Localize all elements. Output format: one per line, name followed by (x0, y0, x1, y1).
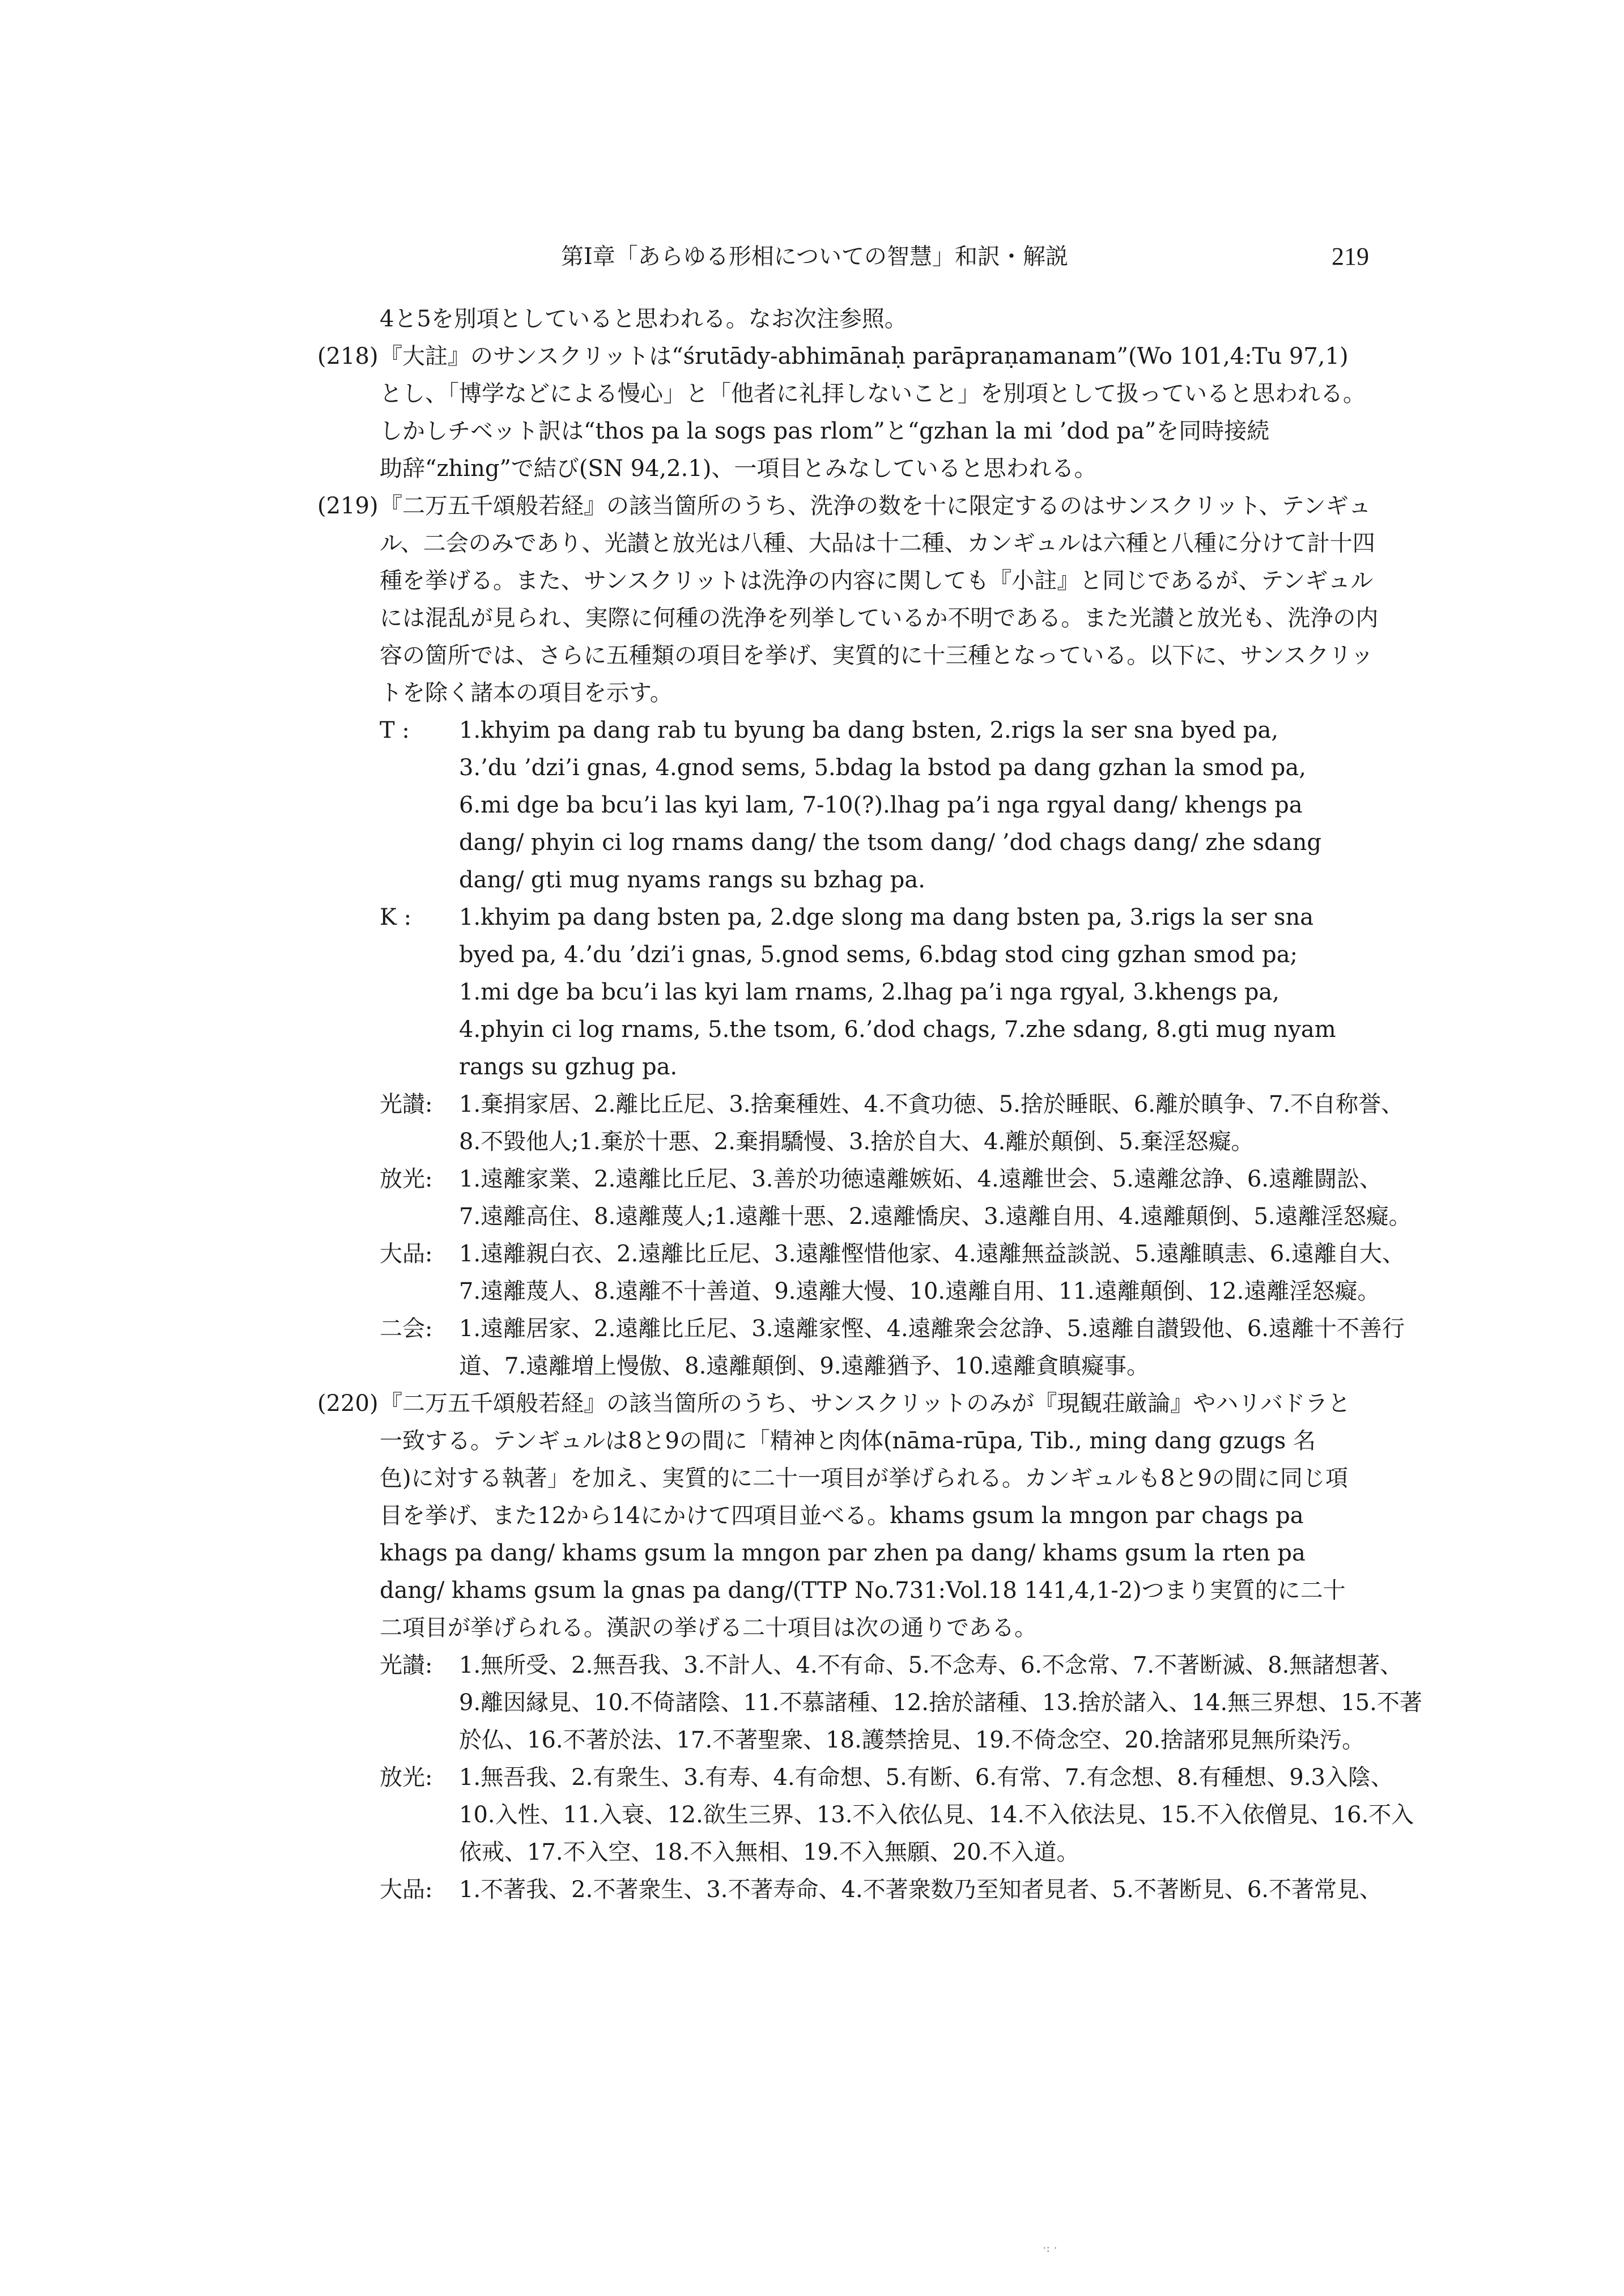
text-line: byed pa, 4.’du ’dzi’i gnas, 5.gnod sems, 6.bdag stod cing gzhan smod pa; (459, 942, 1298, 968)
list-item-K (317, 899, 1439, 936)
text-line: dang/ gti mug nyams rangs su bzhag pa. (459, 867, 925, 893)
text-line: には混乱が見られ、実際に何種の洗浄を列挙しているか不明である。また光讃と放光も、洗浄の内 (380, 605, 1379, 631)
note-219 (317, 487, 1439, 525)
list-item-daibon-2 (317, 1871, 1439, 1908)
list-label: 二会: (380, 1316, 433, 1342)
list-item-kosan-2 (317, 1647, 1439, 1684)
note-number: (219) (317, 493, 379, 519)
text-line: 4と5を別項としていると思われる。なお次注参照。 (380, 306, 907, 332)
text-line: ル、二会のみであり、光讃と放光は八種、大品は十二種、カンギュルは六種と八種に分けて計十四 (380, 530, 1375, 556)
text-line: 依戒、17.不入空、18.不入無相、19.不入無願、20.不入道。 (459, 1839, 1079, 1865)
text-line: 一致する。テンギュルは8と9の間に「精神と肉体(nāma-rūpa, Tib., ming dang gzugs 名 (380, 1428, 1316, 1454)
text-line: とし、「博学などによる慢心」と「他者に礼拝しないこと」を別項として扱っていると思われる。 (380, 381, 1366, 407)
list-label: K : (380, 904, 412, 930)
text-line: 二項目が挙げられる。漢訳の挙げる二十項目は次の通りである。 (380, 1615, 1037, 1641)
text-line: khags pa dang/ khams gsum la mngon par zhen pa dang/ khams gsum la rten pa (380, 1540, 1306, 1566)
list-label: 光讃: (380, 1091, 433, 1117)
text-line: 容の箇所では、さらに五種類の項目を挙げ、実質的に十三種となっている。以下に、サンスクリッ (380, 643, 1374, 669)
list-item-hoko-2 (317, 1759, 1439, 1796)
text-line: しかしチベット訳は“thos pa la sogs pas rlom”と“gzhan la mi ’dod pa”を同時接続 (380, 418, 1270, 444)
list-label: 光讃: (380, 1652, 433, 1678)
list-label: T : (380, 717, 410, 743)
text-line: 9.離因縁見、10.不倚諸陰、11.不慕諸種、12.捨於諸種、13.捨於諸入、14.無三界想、15.不著 (459, 1690, 1422, 1716)
text-line: 4.phyin ci log rnams, 5.the tsom, 6.’dod chags, 7.zhe sdang, 8.gti mug nyam (459, 1017, 1336, 1043)
text-line: 色)に対する執著」を加え、実質的に二十一項目が挙げられる。カンギュルも8と9の間に同じ項 (380, 1465, 1348, 1491)
text-line: 1.遠離居家、2.遠離比丘尼、3.遠離家慳、4.遠離衆会忿諍、5.遠離自讃毀他、6.遠離十不善行 (459, 1316, 1405, 1342)
text-line: rangs su gzhug pa. (459, 1054, 678, 1080)
text-line: 10.入性、11.入衰、12.欲生三界、13.不入依仏見、14.不入依法見、15.不入依僧見、16.不入 (459, 1802, 1414, 1828)
text-line: dang/ phyin ci log rnams dang/ the tsom dang/ ’dod chags dang/ zhe sdang (459, 830, 1321, 856)
text-line: 1.無吾我、2.有衆生、3.有寿、4.有命想、5.有断、6.有常、7.有念想、8.有種想、9.3入陰、 (459, 1764, 1393, 1791)
running-header (561, 237, 1400, 277)
note-number: (218) (317, 343, 379, 369)
text-line: 1.遠離親白衣、2.遠離比丘尼、3.遠離慳惜他家、4.遠離無益談説、5.遠離瞋恚、6.遠離自大、 (459, 1241, 1405, 1267)
chapter-title: 第Ⅰ章「あらゆる形相についての智慧」和訳・解説 (561, 244, 1069, 270)
scan-specks: ·: · (1043, 2241, 1057, 2255)
text-line: 道、7.遠離増上慢傲、8.遠離顛倒、9.遠離猶予、10.遠離貪瞋癡事。 (459, 1353, 1150, 1379)
text-line: トを除く諸本の項目を示す。 (380, 680, 673, 706)
text-line: 1.不著我、2.不著衆生、3.不著寿命、4.不著衆数乃至知者見者、5.不著断見、6.不著常見、 (459, 1877, 1382, 1903)
list-label: 大品: (380, 1241, 433, 1267)
text-line: 『二万五千頌般若経』の該当箇所のうち、サンスクリットのみが『現観荘厳論』やハリバドラと (380, 1391, 1351, 1417)
list-item-kosan (317, 1086, 1439, 1123)
text-line: 1.遠離家業、2.遠離比丘尼、3.善於功徳遠離嫉妬、4.遠離世会、5.遠離忿諍、6.遠離闘訟、 (459, 1166, 1382, 1192)
text-line: 6.mi dge ba bcu’i las kyi lam, 7-10(?).lhag pa’i nga rgyal dang/ khengs pa (459, 792, 1303, 818)
text-line: 1.棄捐家居、2.離比丘尼、3.捨棄種姓、4.不貪功徳、5.捨於睡眠、6.離於瞋争、7.不自称誉、 (459, 1091, 1404, 1117)
page-number: 219 (1332, 243, 1369, 270)
list-item-nie (317, 1310, 1439, 1347)
list-item-T (317, 712, 1439, 749)
list-item-daibon (317, 1235, 1439, 1273)
text-line: 於仏、16.不著於法、17.不著聖衆、18.護禁捨見、19.不倚念空、20.捨諸邪見無所染汚。 (459, 1727, 1365, 1753)
text-line: 1.khyim pa dang rab tu byung ba dang bsten, 2.rigs la ser sna byed pa, (459, 717, 1279, 743)
note-number: (220) (317, 1391, 379, 1417)
page-body (317, 300, 1439, 1908)
text-line: 目を挙げ、また12から14にかけて四項目並べる。khams gsum la mngon par chags pa (380, 1503, 1304, 1529)
note-220 (317, 1385, 1439, 1422)
text-line: 1.mi dge ba bcu’i las kyi lam rnams, 2.lhag pa’i nga rgyal, 3.khengs pa, (459, 979, 1279, 1005)
text-line: 8.不毀他人;1.棄於十悪、2.棄捐驕慢、3.捨於自大、4.離於顛倒、5.棄淫怒癡。 (459, 1129, 1254, 1155)
text-line: dang/ khams gsum la gnas pa dang/(TTP No.731:Vol.18 141,4,1-2)つまり実質的に二十 (380, 1578, 1346, 1604)
text-line: 『大註』のサンスクリットは“śrutādy-abhimānaḥ parāpraṇamanam”(Wo 101,4:Tu 97,1) (380, 343, 1349, 369)
list-label: 放光: (380, 1166, 433, 1192)
text-line: 1.無所受、2.無吾我、3.不計人、4.不有命、5.不念寿、6.不念常、7.不著断滅、8.無諸想著、 (459, 1652, 1403, 1678)
text-line: 助辞“zhing”で結び(SN 94,2.1)、一項目とみなしていると思われる。 (380, 456, 1097, 482)
text-line: 7.遠離蔑人、8.遠離不十善道、9.遠離大慢、10.遠離自用、11.遠離顛倒、12.遠離淫怒癡。 (459, 1278, 1380, 1304)
list-label: 放光: (380, 1764, 433, 1791)
text-line: 『二万五千頌般若経』の該当箇所のうち、洗浄の数を十に限定するのはサンスクリット、テンギュ (380, 493, 1371, 519)
text-line: 1.khyim pa dang bsten pa, 2.dge slong ma dang bsten pa, 3.rigs la ser sna (459, 904, 1314, 930)
text-line: 3.’du ’dzi’i gnas, 4.gnod sems, 5.bdag la bstod pa dang gzhan la smod pa, (459, 755, 1306, 781)
list-item-hoko (317, 1160, 1439, 1198)
text-line: 種を挙げる。また、サンスクリットは洗浄の内容に関しても『小註』と同じであるが、テンギュル (380, 568, 1374, 594)
list-label: 大品: (380, 1877, 433, 1903)
text-line: 7.遠離高住、8.遠離蔑人;1.遠離十悪、2.遠離憍戻、3.遠離自用、4.遠離顛倒、5.遠離淫怒癡。 (459, 1204, 1412, 1230)
note-218 (317, 338, 1439, 375)
